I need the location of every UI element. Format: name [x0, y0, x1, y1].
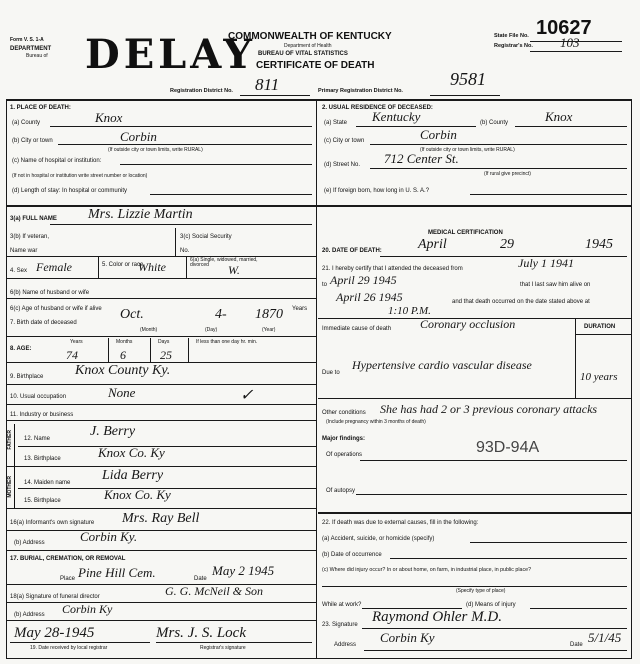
occurrence-label: (b) Date of occurrence	[322, 552, 382, 558]
age-years: 74	[66, 348, 78, 362]
accident-label: (a) Accident, suicide, or homicide (specify)	[322, 536, 435, 542]
state-file-label: State File No.	[494, 33, 529, 39]
funeral-director-signature: G. G. McNeil & Son	[165, 584, 263, 598]
mother-birthplace-label: 15. Birthplace	[24, 498, 61, 504]
age-days: 25	[160, 348, 172, 362]
mother-name-label: 14. Maiden name	[24, 480, 71, 486]
husband-age-years: Years	[292, 306, 308, 312]
rural-note: (If rural give precinct)	[484, 171, 531, 177]
father-name-label: 12. Name	[24, 436, 51, 442]
primary-district-value: 9581	[450, 69, 486, 89]
registrar-signature-label: Registrar's signature	[200, 645, 246, 651]
res-county-label: (b) County	[480, 120, 509, 126]
residence-heading: 2. USUAL RESIDENCE OF DECEASED:	[322, 105, 433, 111]
foreign-born-label: (e) If foreign born, how long in U. S. A.?	[324, 188, 430, 194]
autopsy-label: Of autopsy	[326, 488, 356, 494]
occupation-value: None	[108, 385, 136, 400]
age-months-caption: Months	[116, 339, 133, 345]
res-city-note: (If outside city or town limits, write RURAL)	[420, 147, 515, 153]
date-received: May 28-1945	[14, 625, 95, 641]
city-label: (b) City or town	[12, 138, 53, 144]
res-city-label: (c) City or town	[324, 138, 365, 144]
medical-cert-heading: MEDICAL CERTIFICATION	[428, 230, 503, 236]
burial-date-value: May 2 1945	[212, 563, 275, 578]
less-than-day: If less than one day hr. min.	[196, 339, 258, 345]
injury-location-label: (c) Where did injury occur? In or about home, on farm, in industrial place, in public place?	[322, 567, 532, 573]
major-findings-label: Major findings:	[322, 436, 365, 442]
mother-bracket-label: MOTHER	[7, 476, 13, 498]
occupation-label: 10. Usual occupation	[10, 394, 67, 400]
pen-check-mark: ✓	[240, 387, 254, 404]
color-value: White	[138, 260, 166, 274]
type-of-place-note: (Specify type of place)	[456, 588, 506, 594]
hospital-label: (c) Name of hospital or institution:	[12, 158, 102, 164]
date-of-death-day: 29	[500, 237, 514, 252]
reg-district-label: Registration District No.	[170, 88, 233, 94]
street-label: (d) Street No.	[324, 162, 361, 168]
form-number: Form V. S. 1-A	[10, 37, 44, 43]
full-name-label: 3(a) FULL NAME	[10, 216, 57, 222]
delay-stamp: DELAY	[85, 31, 256, 78]
burial-place-label: Place	[60, 576, 76, 582]
last-saw-text: that I last saw him alive on	[520, 282, 591, 288]
other-conditions-value: She has had 2 or 3 previous coronary attacks	[380, 402, 598, 416]
physician-signature: Raymond Ohler M.D.	[372, 609, 502, 625]
duration-heading: DURATION	[584, 324, 616, 330]
city-value: Corbin	[120, 129, 157, 144]
attended-to: April 29 1945	[330, 273, 397, 287]
informant-address: Corbin Ky.	[80, 529, 138, 544]
father-name-value: J. Berry	[90, 424, 136, 439]
registrar-no-value: 103	[560, 35, 580, 50]
pregnancy-note: (Include pregnancy within 3 months of death)	[326, 419, 426, 425]
social-security-label: 3(c) Social Security	[180, 234, 232, 240]
certificate-title: CERTIFICATE OF DEATH	[256, 60, 375, 71]
industry-label: 11. Industry or business	[10, 412, 74, 418]
funeral-address: Corbin Ky	[62, 602, 113, 616]
physician-date: 5/1/45	[588, 630, 622, 645]
date-received-label: 19. Date received by local registrar	[30, 645, 108, 651]
res-city-value: Corbin	[420, 127, 457, 142]
primary-district-label: Primary Registration District No.	[318, 88, 403, 94]
signature-label: 23. Signature	[322, 622, 358, 628]
immediate-cause-value: Coronary occlusion	[420, 317, 516, 331]
age-years-caption: Years	[70, 339, 83, 345]
sex-value: Female	[36, 260, 72, 274]
date-of-death-label: 20. DATE OF DEATH:	[322, 248, 382, 254]
commonwealth-title: COMMONWEALTH OF KENTUCKY	[228, 31, 392, 42]
state-file-number: 10627	[536, 17, 592, 39]
immediate-cause-label: Immediate cause of death	[322, 326, 392, 332]
birth-year-caption: (Year)	[262, 327, 276, 333]
county-label: (a) County	[12, 120, 41, 126]
date-of-death-year: 1945	[585, 237, 613, 252]
dept-health: Department of Health	[284, 43, 332, 49]
birth-day: 4-	[215, 307, 227, 322]
death-occurred-text: and that death occurred on the date stated above at	[452, 299, 590, 305]
attended-from: July 1 1941	[518, 256, 574, 270]
birth-month: Oct.	[120, 307, 144, 322]
husband-name-label: 6(b) Name of husband or wife	[10, 290, 90, 296]
sex-label: 4. Sex	[10, 268, 28, 274]
informant-signature: Mrs. Ray Bell	[122, 511, 200, 526]
mother-birthplace-value: Knox Co. Ky	[104, 487, 171, 502]
birth-year: 1870	[255, 307, 283, 322]
marital-label: 6(a) Single, widowed, married, divorced	[190, 257, 258, 268]
reg-district-value: 811	[255, 75, 280, 94]
due-to-value: Hypertensive cardio vascular disease	[352, 358, 532, 372]
burial-heading: 17. BURIAL, CREMATION, OR REMOVAL	[10, 556, 126, 562]
attended-to-word: to	[322, 282, 328, 288]
bureau-vital-stats: BUREAU OF VITAL STATISTICS	[258, 51, 348, 57]
means-of-injury-label: (d) Means of injury	[466, 602, 516, 608]
veteran-label: 3(b) If veteran,	[10, 234, 50, 240]
father-birthplace-value: Knox Co. Ky	[98, 445, 165, 460]
city-rural-note: (If outside city or town limits, write RURAL)	[108, 147, 203, 153]
length-of-stay-label: (d) Length of stay: In hospital or community	[12, 188, 128, 194]
registrar-signature: Mrs. J. S. Lock	[156, 625, 246, 641]
physician-address: Corbin Ky	[380, 630, 435, 645]
birthplace-label: 9. Birthplace	[10, 374, 44, 380]
operations-value: 93D-94A	[476, 439, 540, 456]
duration-value: 10 years	[580, 371, 618, 383]
birth-month-caption: (Month)	[140, 327, 158, 333]
husband-age-label: 6(c) Age of husband or wife if alive	[10, 306, 102, 312]
last-saw-date: April 26 1945	[336, 290, 403, 304]
operations-label: Of operations	[326, 452, 363, 458]
street-value: 712 Center St.	[384, 151, 459, 166]
hospital-note: (If not in hospital or institution write street number or location)	[12, 173, 148, 179]
age-label: 8. AGE:	[10, 346, 32, 352]
age-months: 6	[120, 348, 126, 362]
burial-date-label: Date	[194, 576, 207, 582]
name-war-label: Name war	[10, 248, 38, 254]
father-bracket-label: FATHER	[7, 430, 13, 450]
physician-date-label: Date	[570, 642, 583, 648]
mother-name-value: Lida Berry	[102, 468, 164, 483]
social-security-no: No.	[180, 248, 190, 254]
state-value: Kentucky	[372, 109, 421, 124]
while-at-work-label: While at work?	[322, 602, 362, 608]
bureau-label: Bureau of	[26, 53, 48, 59]
birth-day-caption: (Day)	[205, 327, 218, 333]
funeral-director-label: 18(a) Signature of funeral director	[10, 594, 100, 600]
full-name-value: Mrs. Lizzie Martin	[88, 207, 193, 222]
due-to-label: Due to	[322, 370, 340, 376]
other-conditions-label: Other conditions	[322, 410, 366, 416]
birth-date-label: 7. Birth date of deceased	[10, 320, 77, 326]
marital-value: W.	[228, 263, 240, 277]
physician-address-label: Address	[334, 642, 357, 648]
state-label: (a) State	[324, 120, 348, 126]
funeral-address-label: (b) Address	[14, 612, 45, 618]
informant-address-label: (b) Address	[14, 540, 45, 546]
res-county-value: Knox	[545, 109, 573, 124]
department-label: DEPARTMENT	[10, 46, 52, 52]
informant-label: 16(a) Informant's own signature	[10, 520, 95, 526]
father-birthplace-label: 13. Birthplace	[24, 456, 61, 462]
registrar-no-label: Registrar's No.	[494, 43, 533, 49]
birthplace-value: Knox County Ky.	[75, 363, 171, 378]
county-value: Knox	[95, 110, 123, 125]
color-label: 5. Color or race	[102, 262, 144, 268]
burial-place-value: Pine Hill Cem.	[78, 565, 156, 580]
date-of-death-month: April	[418, 237, 447, 252]
attended-text: 21. I hereby certify that I attended the deceased from	[322, 266, 463, 272]
death-time: 1:10 P.M.	[388, 305, 431, 317]
age-days-caption: Days	[158, 339, 170, 345]
place-of-death-heading: 1. PLACE OF DEATH:	[10, 105, 71, 111]
external-causes-label: 22. If death was due to external causes, fill in the following:	[322, 520, 479, 526]
